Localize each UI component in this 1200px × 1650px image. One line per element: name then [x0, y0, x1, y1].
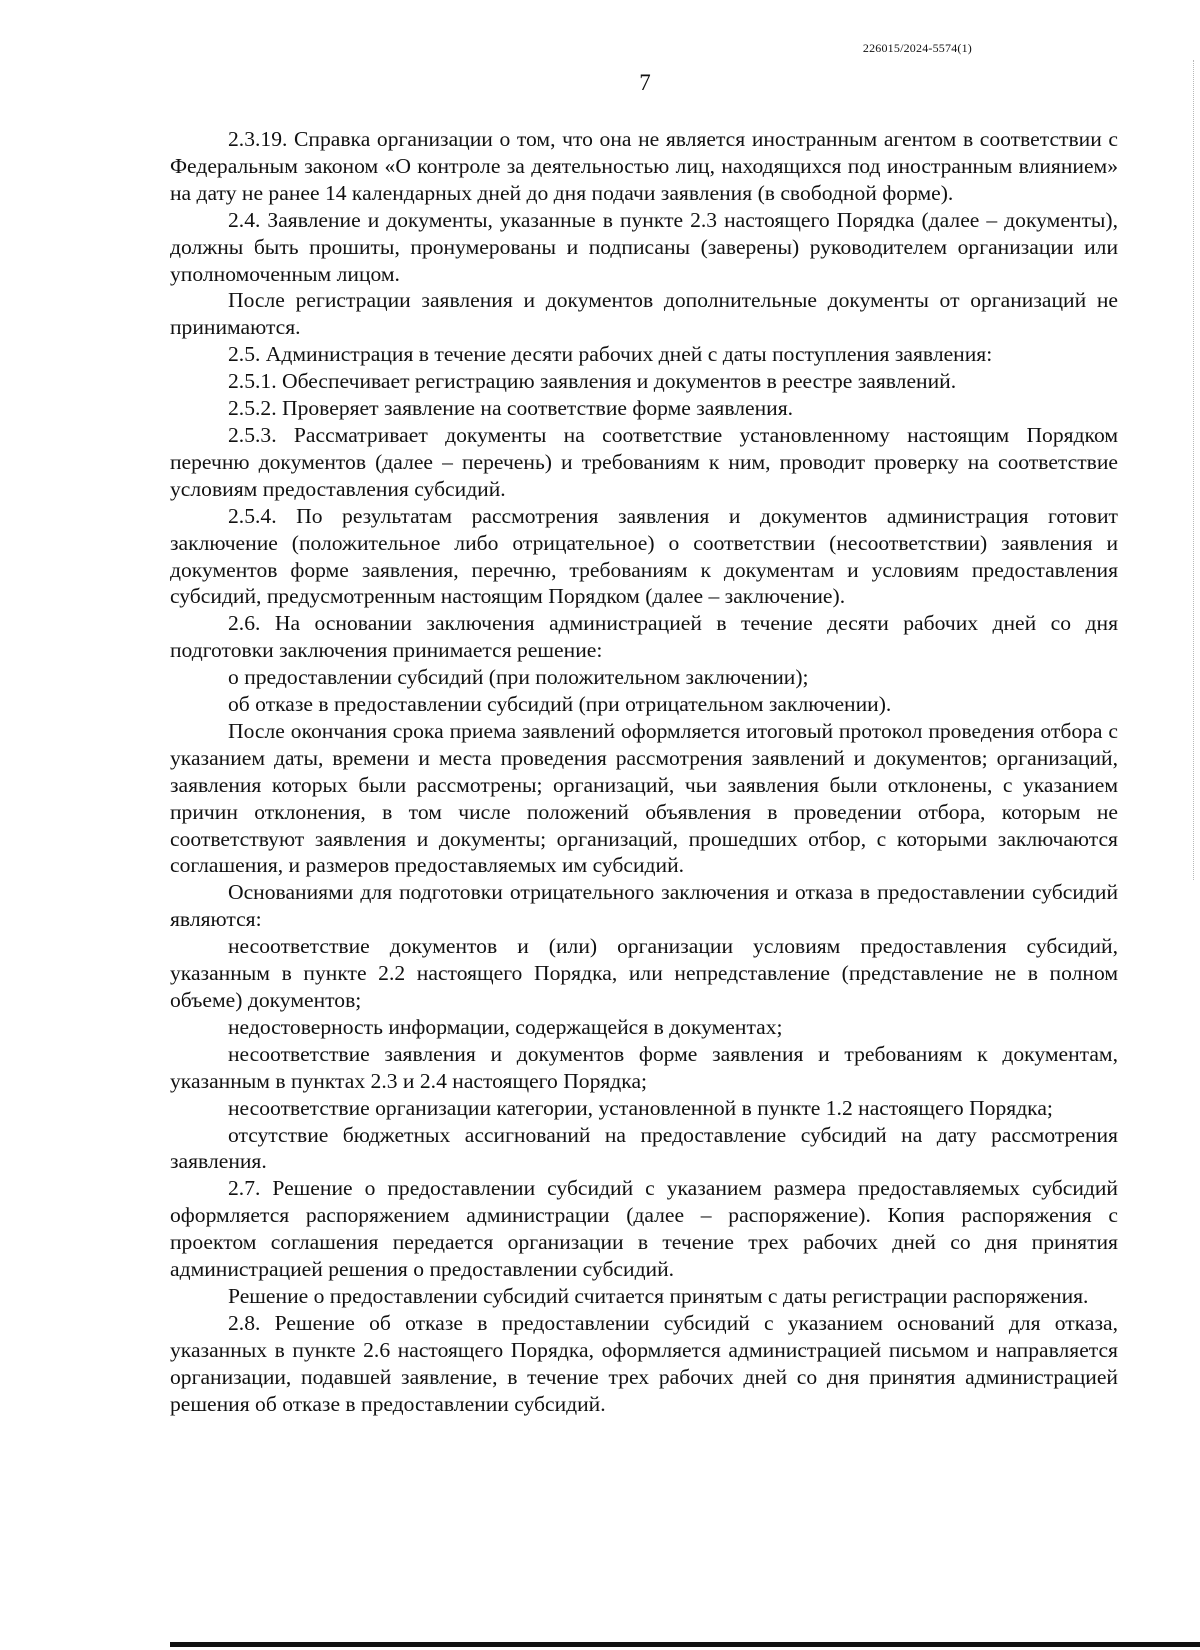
- paragraph-decision-date: Решение о предоставлении субсидий считается принятым с даты регистрации распоряжения.: [228, 1283, 1089, 1308]
- scan-edge-marks: [1191, 60, 1194, 880]
- refusal-ground-3: несоответствие заявления и документов форме заявления и требованиям к документам, указанным в пунктах 2.3 и 2.4 настоящего Порядка;: [170, 1041, 1118, 1093]
- decision-refusal-item: об отказе в предоставлении субсидий (при отрицательном заключении).: [228, 692, 892, 717]
- refusal-ground-5: отсутствие бюджетных ассигнований на предоставление субсидий на дату рассмотрения заявления.: [170, 1122, 1118, 1174]
- document-body: [170, 126, 1118, 1418]
- paragraph-2-7: 2.7. Решение о предоставлении субсидий с указанием размера предоставляемых субсидий оформляется распоряжением администрации (далее – распоряжение). Копия распоряжения с проектом соглашения передается организации в течение трех рабочих дней со дня принятия администрацией решения о предоставлении субсидий.: [170, 1176, 1118, 1282]
- refusal-ground-1: несоответствие документов и (или) организации условиям предоставления субсидий, указанным в пункте 2.2 настоящего Порядка, или непредставление (представление не в полном объеме) документов;: [170, 934, 1118, 1012]
- paragraph-2-5-4: 2.5.4. По результатам рассмотрения заявления и документов администрация готовит заключение (положительное либо отрицательное) о соответствии (несоответствии) заявления и документов форме заявления, перечню, требованиям к документам и условиям предоставления субсидий, предусмотренным настоящим Порядком (далее – заключение).: [170, 503, 1118, 609]
- paragraph-final-protocol: После окончания срока приема заявлений оформляется итоговый протокол проведения отбора с указанием даты, времени и места проведения рассмотрения заявлений и документов; организаций, заявления которых были рассмотрены; организаций, чьи заявления были отклонены, с указанием причин отклонения, в том числе положений объявления в проведении отбора, которым не соответствуют заявления и документы; организаций, прошедших отбор, с которыми заключаются соглашения, и размеров предоставляемых им субсидий.: [170, 718, 1118, 878]
- paragraph-2-6: 2.6. На основании заключения администрацией в течение десяти рабочих дней со дня подготовки заключения принимается решение:: [170, 611, 1118, 663]
- document-number: 226015/2024-5574(1): [862, 41, 972, 55]
- paragraph-after-registration: После регистрации заявления и документов дополнительные документы от организаций не принимаются.: [170, 288, 1118, 340]
- scan-bottom-edge: [170, 1642, 1200, 1647]
- refusal-ground-4: несоответствие организации категории, установленной в пункте 1.2 настоящего Порядка;: [228, 1095, 1053, 1120]
- paragraph-2-3-19: 2.3.19. Справка организации о том, что она не является иностранным агентом в соответствии с Федеральным законом «О контроле за деятельностью лиц, находящихся под иностранным влиянием» на дату не ранее 14 календарных дней до дня подачи заявления (в свободной форме).: [170, 127, 1118, 205]
- refusal-ground-2: недостоверность информации, содержащейся в документах;: [228, 1014, 783, 1039]
- paragraph-2-5-2: 2.5.2. Проверяет заявление на соответствие форме заявления.: [228, 396, 794, 421]
- decision-grant-item: о предоставлении субсидий (при положительном заключении);: [228, 665, 809, 690]
- paragraph-2-5: 2.5. Администрация в течение десяти рабочих дней с даты поступления заявления:: [228, 342, 993, 367]
- paragraph-2-4: 2.4. Заявление и документы, указанные в пункте 2.3 настоящего Порядка (далее – документы), должны быть прошиты, пронумерованы и подписаны (заверены) руководителем организации или уполномоченным лицом.: [170, 207, 1118, 286]
- paragraph-2-8: 2.8. Решение об отказе в предоставлении субсидий с указанием оснований для отказа, указанных в пункте 2.6 настоящего Порядка, оформляется администрацией письмом и направляется организации, подавшей заявление, в течение трех рабочих дней со дня принятия администрацией решения об отказе в предоставлении субсидий.: [170, 1310, 1118, 1416]
- page-number: 7: [639, 70, 651, 95]
- paragraph-refusal-grounds: Основаниями для подготовки отрицательного заключения и отказа в предоставлении субсидий являются:: [170, 880, 1118, 932]
- paragraph-2-5-3: 2.5.3. Рассматривает документы на соответствие установленному настоящим Порядком перечню документов (далее – перечень) и требованиям к ним, проводит проверку на соответствие условиям предоставления субсидий.: [170, 422, 1118, 501]
- paragraph-2-5-1: 2.5.1. Обеспечивает регистрацию заявления и документов в реестре заявлений.: [228, 369, 957, 394]
